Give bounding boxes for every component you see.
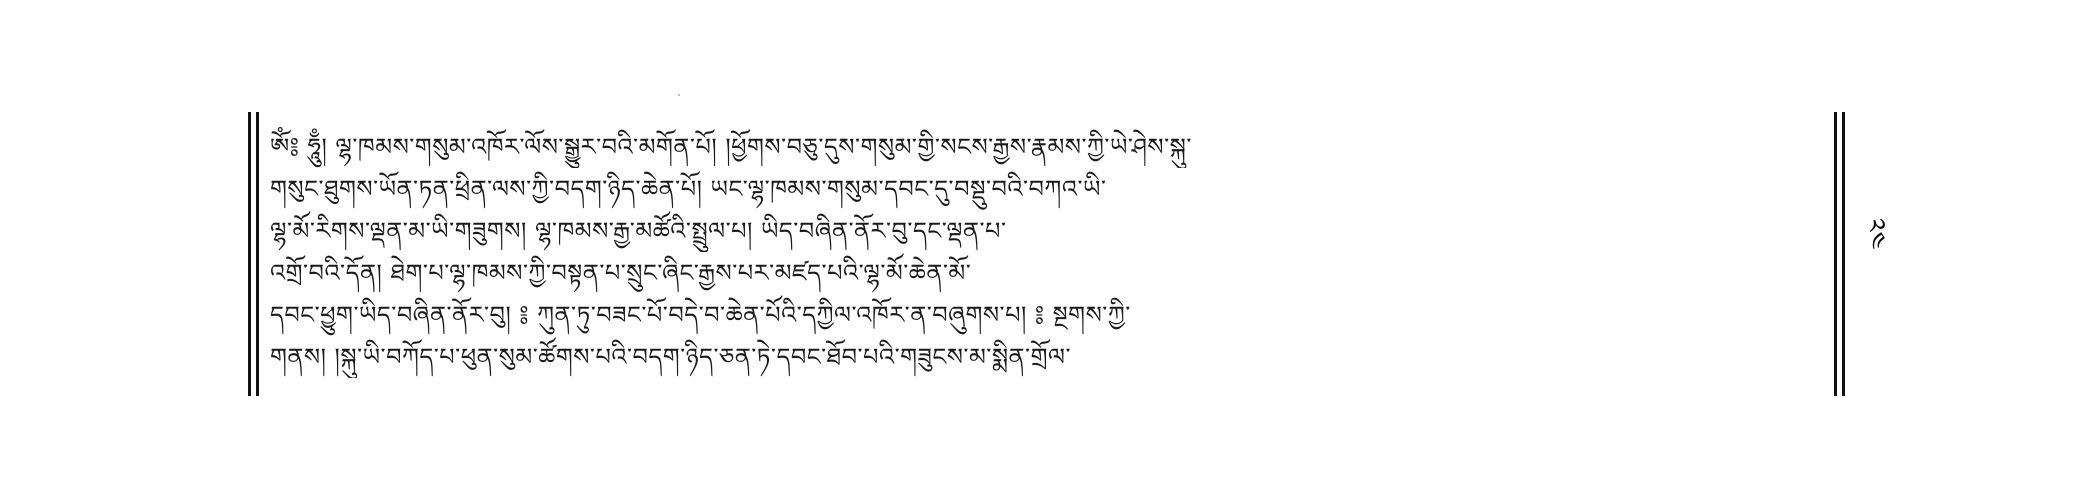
text-line-3: ལྷ་མོ་རིགས་ལྡན་མ་ཡི་གཟུགས། ལྷ་ཁམས་རྒྱ་མཚོའི་སྤྲུལ་པ། ཡིད་བཞིན་ནོར་བུ་དང་ལྡན་པ་: [270, 217, 1007, 245]
left-border-rule: [248, 112, 251, 396]
left-border-rule-inner: [256, 112, 259, 396]
folio-number: ༢༤: [1860, 218, 1890, 250]
text-line-2: གསུང་ཐུགས་ཡོན་ཏན་ཕྲིན་ལས་ཀྱི་བདག་ཉིད་ཆེན་པོ། ཡང་ལྷ་ཁམས་གསུམ་དབང་དུ་བསྡུ་བའི་བཀའ་ཡི་: [270, 175, 1107, 203]
text-line-1: ༀ༔ ཧཱུྃ། ལྷ་ཁམས་གསུམ་འཁོར་ལོས་སྒྱུར་བའི་མགོན་པོ། །ཕྱོགས་བཅུ་དུས་གསུམ་གྱི་སངས་རྒྱས་རྣམས་ཀྱི་ཡེ་ཤེས་སྐུ་: [270, 133, 1192, 161]
manuscript-text-block: [270, 126, 1820, 378]
text-frame: [248, 112, 1846, 396]
text-line-5: དབང་ཕྱུག་ཡིད་བཞིན་ནོར་བུ། ༔ ཀུན་ཏུ་བཟང་པོ་བདེ་བ་ཆེན་པོའི་དཀྱིལ་འཁོར་ན་བཞུགས་པ། ༔ སྔགས་ཀྱི་: [270, 301, 1131, 329]
paper-speck: [678, 94, 680, 96]
text-line-4: འགྲོ་བའི་དོན། ཐེག་པ་ལྷ་ཁམས་ཀྱི་བསྟན་པ་སྲུང་ཞིང་རྒྱས་པར་མཛད་པའི་ལྷ་མོ་ཆེན་མོ་: [270, 259, 972, 287]
right-border-rule-inner: [1834, 112, 1837, 396]
text-line-6: གནས། །སྐུ་ཡི་བཀོད་པ་ཕུན་སུམ་ཚོགས་པའི་བདག་ཉིད་ཅན་ཏེ་དབང་ཐོབ་པའི་གཟུངས་མ་སྨིན་གྲོལ་: [270, 343, 1071, 371]
right-border-rule: [1842, 112, 1845, 396]
